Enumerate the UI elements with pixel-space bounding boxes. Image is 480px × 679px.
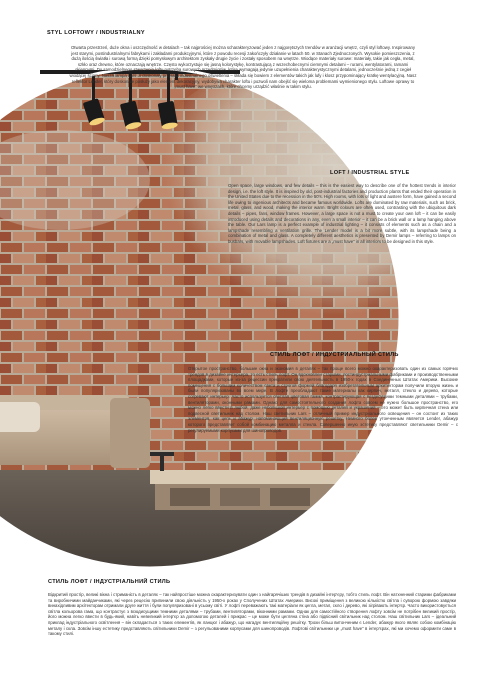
heading-russian: СТИЛЬ ЛОФТ / ИНДУСТРИАЛЬНЫЙ СТИЛЬ (270, 352, 399, 358)
heading-ukrainian: СТИЛЬ ЛОФТ / ІНДУСТРІАЛЬНИЙ СТИЛЬ (48, 579, 171, 585)
paragraph-polish: Otwarta przestrzeń, duże okna i oszczędność w detalach – tak najprościej można scharakteryzować jeden z najgorętszych trendów w aranżacji wnętrz, czyli styl loftowy. Inspirowany jest starymi, postindustrialnymi fabrykami i zakładami produkcyjnymi, które z powodu recesji zakończyły działanie w latach 50. w Stanach Zjednoczonych. Wysokie pomieszczenia, z dużą ilością światła i surową formą dzięki pomysłowym architektom zyskały drugie życie i zostały sposobem na wnętrze. Wiodące materiały surowe: materiały, takie jak cegła, metal, szkło oraz drewno, które oznaczają wnętrze. Często wykorzystuje się jasną kolorystykę, kontrastującą z wszechobecnymi ciemnymi detalami – rurami, wentylatorami, ramami okiennymi. Do samodzielnego stworzenia loftu potrzeba surowych przedmiotów, które wymagają jedynie uzupełnienia charakterystycznymi detalami, jednocześnie jedną z cegieł wiodącej ściany. Nasza lampa Lars to doskonały przykład industrialnego oświetlenia – składa się bowiem z elementów takich jak lufy i klosz przypominający kratkę wentylacyjną. Nasz reflektor Lender, który doskonale posłuży jako element dekoracyjny, wydobywa charakter loftu i pozwoli nam obejść się wieloma problemami wymienionego stylu. Loftowe oprawy to „must have” we wnętrzach, które chcemy urządzić właśnie w takim stylu. (69, 45, 417, 90)
paragraph-ukrainian: Відкритий простір, великі вікна і стриманість в деталях – так найпростіше можна охарактеризувати один з найгарячіших трендів в дизайні інтер'єру, тобто стиль лофт. Він натхненний старими фабриками та виробничими майданчиками, які через рецесію припинили свою діяльність у 1950-х роках у Сполучених Штатах Америки. Високі приміщення з великою кількістю світла і суворою формою завдяки винахідливим архітекторам отримали друге життя і були популяризовані в усьому світі. У лофті переважають такі матеріали як цегла, метал, скло і дерево, які зігрівають інтер'єр. Часто використовується світла кольорова гама, що контрастує з всюдисущими темними деталями – трубами, вентиляторами, віконними рамами. Однак для самостійного створення лофту зовсім не потрібен великий простір, його можна легко ввести в будь-який, навіть невеликий інтер'єр за допомогою деталей і прикрас – це може бути цегляна стіна або підвісний світильник над столом. Наш світильник Lars – ідеальний приклад індустріального освітлення – він складається з таких елементів, як ланцюг і абажур, що нагадує вентиляційну решітку. Трохи більш витонченим є Lender, абажур якого являє собою комбінацію металу і скла. Зовсім іншу естетику представляють світильники Demir – з регульованими корпусами для шинопроводів. Лофтові світильники це „must have” в інтер'єрах, які ми хочемо оформити саме в такому стилі. (48, 592, 456, 637)
paragraph-russian: Открытое пространство, большие окна и экономия в деталях – так проще всего можно охарактеризовать один из самых горячих трендов в дизайне интерьера, то есть стиль лофт. Он вдохновлен старыми, постиндустриальными фабриками и производственными площадками, которые из-за рецессии прекратили свою деятельность в 1950-х годах в Соединенных Штатах Америки. Высокие помещения с большим количеством света и строгой формой благодаря изобретательным архитекторам получили вторую жизнь и были популяризованы во всем мире. В лофте преобладают такие материалы как кирпич, металл, стекло и дерево, которые согревают интерьер. Часто используется светлая цветовая гамма, контрастирующая с вездесущими темными деталями – трубами, вентиляторами, оконными рамами. Однако для самостоятельного создания лофта совсем не нужно большое пространство, его можно легко ввести в любой, даже небольшой интерьер с помощью деталей и украшений – это может быть кирпичная стена или подвесной светильник над столом. Наш светильник Lars – отличный пример индустриального освещения – он состоит из таких элементов, как цепь и абажур, напоминающий вентиляционную решетку. Немного более утонченным является Lender, абажур которого представляет собой комбинацию металла и стекла. Совершенно иную эстетику представляют светильники Demir – с регулируемыми корпусами для шинопроводов. (188, 366, 458, 433)
heading-english: LOFT / INDUSTRIAL STYLE (330, 170, 410, 176)
heading-polish: STYL LOFTOWY / INDUSTRIALNY (47, 30, 145, 36)
paragraph-english: Open space, large windows, and few details – this is the easiest way to describe one of the hottest trends in interior design, i.e. the loft style. It is inspired by old, post-industrial factories and production plants that ended their operation in the United States due to the recession in the 50's. High rooms, with lots of light and austere form, have gained a second life owing to ingenious architects and became famous worldwide. Lofts are dominated by raw materials, such as brick, metal, glass, and wood, making the interior warm. Bright colours are often used, contrasting with the ubiquitous dark details – pipes, fans, window frames. However, a large space is not a must to create your own loft – it can be easily introduced using details and decorations in any, even a small interior – it can be a brick wall or a lamp hanging above the table. Our Lars lamp is a perfect example of industrial lighting – it consists of elements such as a chain and a lampshade resembling a ventilation grille. The Lender model is a bit more subtle, with its lampshade being a combination of metal and glass. A completely different aesthetics is presented by Demir lamps – referring to lamps on busbars, with movable lampshades. Loft fixtures are a „must have” in all interiors to be designed in this style. (228, 183, 456, 244)
